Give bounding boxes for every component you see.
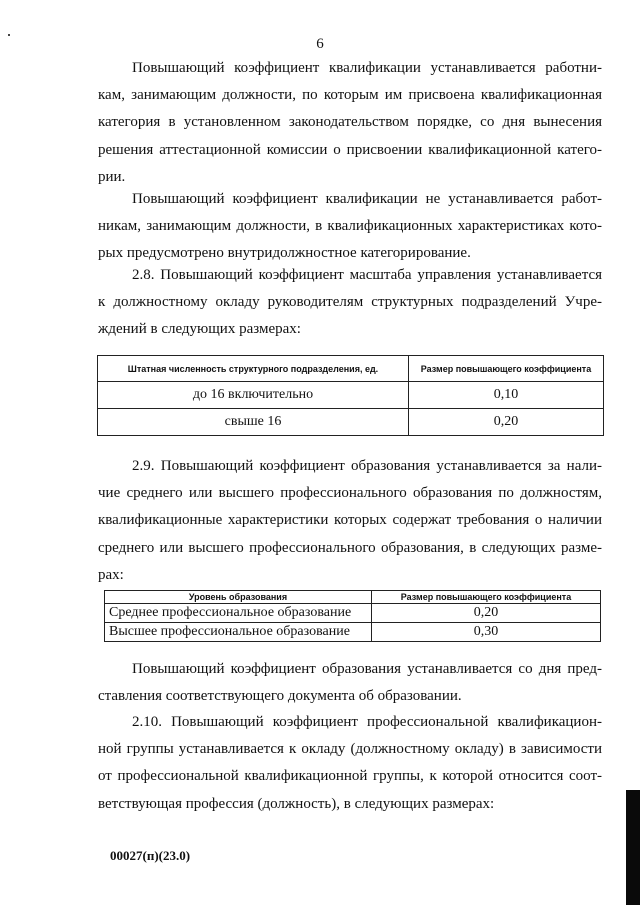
table-row: [105, 623, 601, 642]
text-line: кам, занимающим должности, по которым им присвоена квалификационная: [98, 87, 602, 104]
text-line: к должностному окладу руководителям структурных подразделений Учре-: [98, 294, 602, 311]
text-line: от профессиональной квалификационной группы, к которой относится соот-: [98, 768, 602, 785]
table-row: [105, 604, 601, 623]
text-line: никам, занимающим должности, в квалификационных характеристиках кото-: [98, 218, 602, 235]
table-header-cell: Размер повышающего коэффициента: [372, 591, 601, 604]
text-line: ставления соответствующего документа об образовании.: [98, 688, 462, 705]
table-cell: до 16 включительно: [98, 382, 409, 409]
table-cell: 0,20: [409, 409, 604, 436]
document-code: 00027(п)(23.0): [110, 848, 191, 863]
table-cell: Среднее профессиональное образование: [105, 604, 372, 623]
paragraph-2-10: [98, 709, 602, 818]
text-line: решения аттестационной комиссии о присвоении квалификационной катего-: [98, 141, 602, 158]
table-header-row: [105, 591, 601, 604]
text-line: 2.9. Повышающий коэффициент образования устанавливается за нали-: [132, 458, 602, 474]
text-line: квалификационные характеристики которых содержат требования о наличии: [98, 512, 602, 529]
management-scale-table: [97, 355, 604, 436]
paragraph-2-8: [98, 262, 602, 344]
table-cell: 0,30: [372, 623, 601, 642]
text-line: Повышающий коэффициент квалификации устанавливается работни-: [132, 60, 602, 76]
text-line: рах:: [98, 566, 124, 583]
text-line: категория в установленном законодательством порядке, со дня вынесения: [98, 114, 602, 131]
table-cell: Высшее профессиональное образование: [105, 623, 372, 642]
text-line: чие среднего или высшего профессионального образования по должностям,: [98, 485, 602, 502]
table-header-cell: Штатная численность структурного подразделения, ед.: [98, 356, 409, 382]
table-cell: 0,20: [372, 604, 601, 623]
education-table: [104, 590, 601, 642]
text-line: рии.: [98, 168, 126, 185]
paragraph-2-9: [98, 453, 602, 589]
table-header-cell: Уровень образования: [105, 591, 372, 604]
text-line: ветствующая профессия (должность), в следующих размерах:: [98, 795, 495, 812]
table-header-row: [98, 356, 604, 382]
table-cell: свыше 16: [98, 409, 409, 436]
page-number: 6: [316, 36, 324, 52]
text-line: Повышающий коэффициент квалификации не устанавливается работ-: [132, 191, 602, 207]
paragraph-education-start: [98, 656, 602, 710]
text-line: Повышающий коэффициент образования устанавливается со дня пред-: [132, 661, 602, 677]
text-line: ной группы устанавливается к окладу (должностному окладу) в зависимости: [98, 741, 602, 758]
text-line: 2.10. Повышающий коэффициент профессиональной квалификацион-: [132, 714, 602, 730]
paragraph-qualification: [98, 55, 602, 191]
table-header-cell: Размер повышающего коэффициента: [409, 356, 604, 382]
text-line: рых предусмотрено внутридолжностное категорирование.: [98, 245, 471, 262]
table-row: [98, 409, 604, 436]
text-line: 2.8. Повышающий коэффициент масштаба управления устанавливается: [132, 267, 602, 283]
text-line: среднего или высшего профессионального образования, в следующих разме-: [98, 539, 602, 556]
table-row: [98, 382, 604, 409]
text-line: ждений в следующих размерах:: [98, 321, 301, 338]
table-cell: 0,10: [409, 382, 604, 409]
scan-edge-bar: [626, 790, 640, 905]
paragraph-qualification-exception: [98, 186, 602, 268]
